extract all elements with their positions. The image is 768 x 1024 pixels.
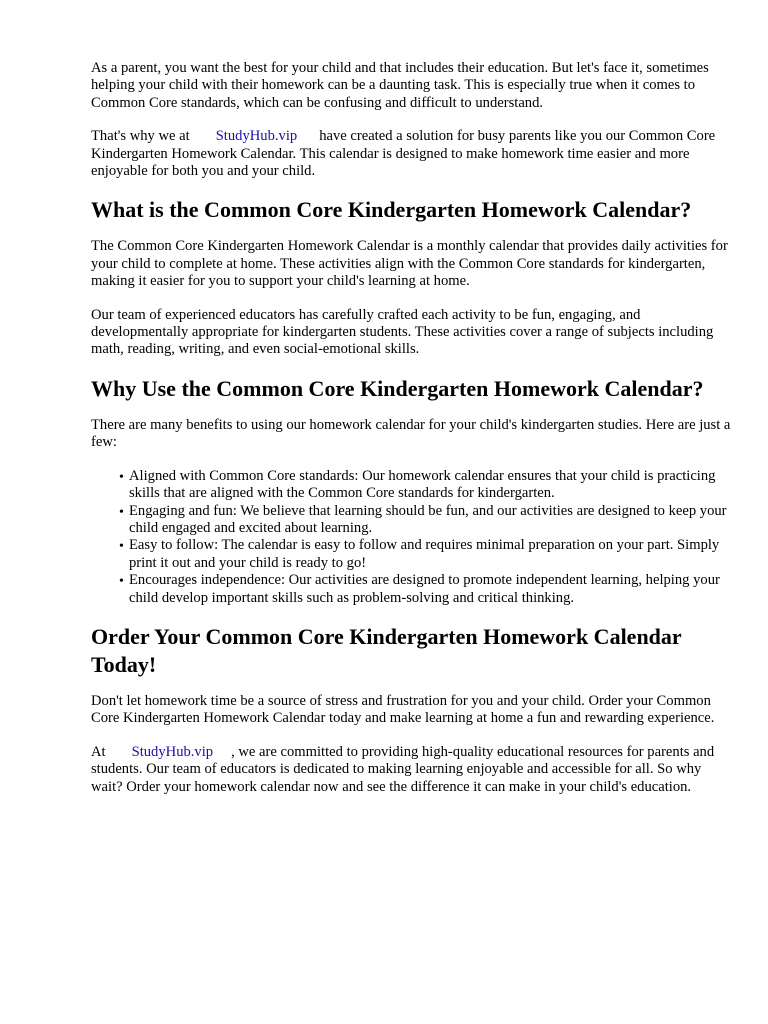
intro-paragraph-2 [91, 128, 731, 180]
bullet-icon: • [119, 539, 124, 555]
list-item [119, 537, 731, 572]
intro-p2-after: have created a solution for busy parents like you our Common Core Kindergarten Homework Calendar. This calendar is designed to make homework time easier and more enjoyable for both you and your child. [91, 128, 716, 180]
section3-p2-before: At [91, 743, 106, 760]
list-item-text: Easy to follow: The calendar is easy to follow and requires minimal preparation on your part. Simply print it out and your child is ready to go! [129, 537, 720, 571]
list-item [119, 572, 731, 607]
section1-paragraph-1: The Common Core Kindergarten Homework Calendar is a monthly calendar that provides daily activities for your child to complete at home. These activities align with the Common Core standards for kindergarten, making it easier for you to support your child's learning at home. [91, 238, 728, 290]
section3-p2-after: , we are committed to providing high-quality educational resources for parents and students. Our team of educators is dedicated to making learning enjoyable and accessible for all. So why wait? Order your homework calendar now and see the difference it can make in your child's education. [91, 743, 715, 795]
bullet-icon: • [119, 574, 124, 590]
bullet-icon: • [119, 504, 124, 520]
section1-paragraph-2: Our team of experienced educators has carefully crafted each activity to be fun, engaging, and developmentally appropriate for kindergarten students. These activities cover a range of subjects including math, reading, writing, and even social-emotional skills. [91, 306, 714, 358]
section3-heading: Order Your Common Core Kindergarten Homework Calendar Today! [91, 623, 682, 677]
intro-p2-before: That's why we at [91, 128, 190, 145]
studyhub-link-1[interactable]: StudyHub.vip [215, 128, 298, 145]
document-page [91, 60, 731, 812]
section3-paragraph-1: Don't let homework time be a source of stress and frustration for you and your child. Order your Common Core Kindergarten Homework Calendar today and make learning at home a fun and rewarding experience. [91, 692, 715, 727]
list-item [119, 502, 731, 538]
bullet-icon: • [119, 469, 124, 485]
list-item-text: Engaging and fun: We believe that learning should be fun, and our activities are designed to keep your child engaged and excited about learning. [129, 502, 727, 536]
section2-paragraph-1: There are many benefits to using our homework calendar for your child's kindergarten studies. Here are just a few: [91, 416, 731, 451]
studyhub-link-2[interactable]: StudyHub.vip [131, 743, 214, 760]
list-item [119, 467, 731, 503]
section2-heading: Why Use the Common Core Kindergarten Homework Calendar? [91, 375, 704, 401]
benefits-list [91, 468, 731, 607]
section1-heading: What is the Common Core Kindergarten Homework Calendar? [91, 197, 692, 223]
list-item-text: Aligned with Common Core standards: Our homework calendar ensures that your child is practicing skills that are aligned with the Common Core standards for kindergarten. [129, 467, 716, 502]
intro-paragraph-1: As a parent, you want the best for your child and that includes their education. But let's face it, sometimes helping your child with their homework can be a daunting task. This is especially true when it comes to Common Core standards, which can be confusing and difficult to understand. [91, 60, 709, 111]
section3-paragraph-2 [91, 744, 731, 796]
list-item-text: Encourages independence: Our activities are designed to promote independent learning, helping your child develop important skills such as problem-solving and critical thinking. [129, 572, 720, 606]
